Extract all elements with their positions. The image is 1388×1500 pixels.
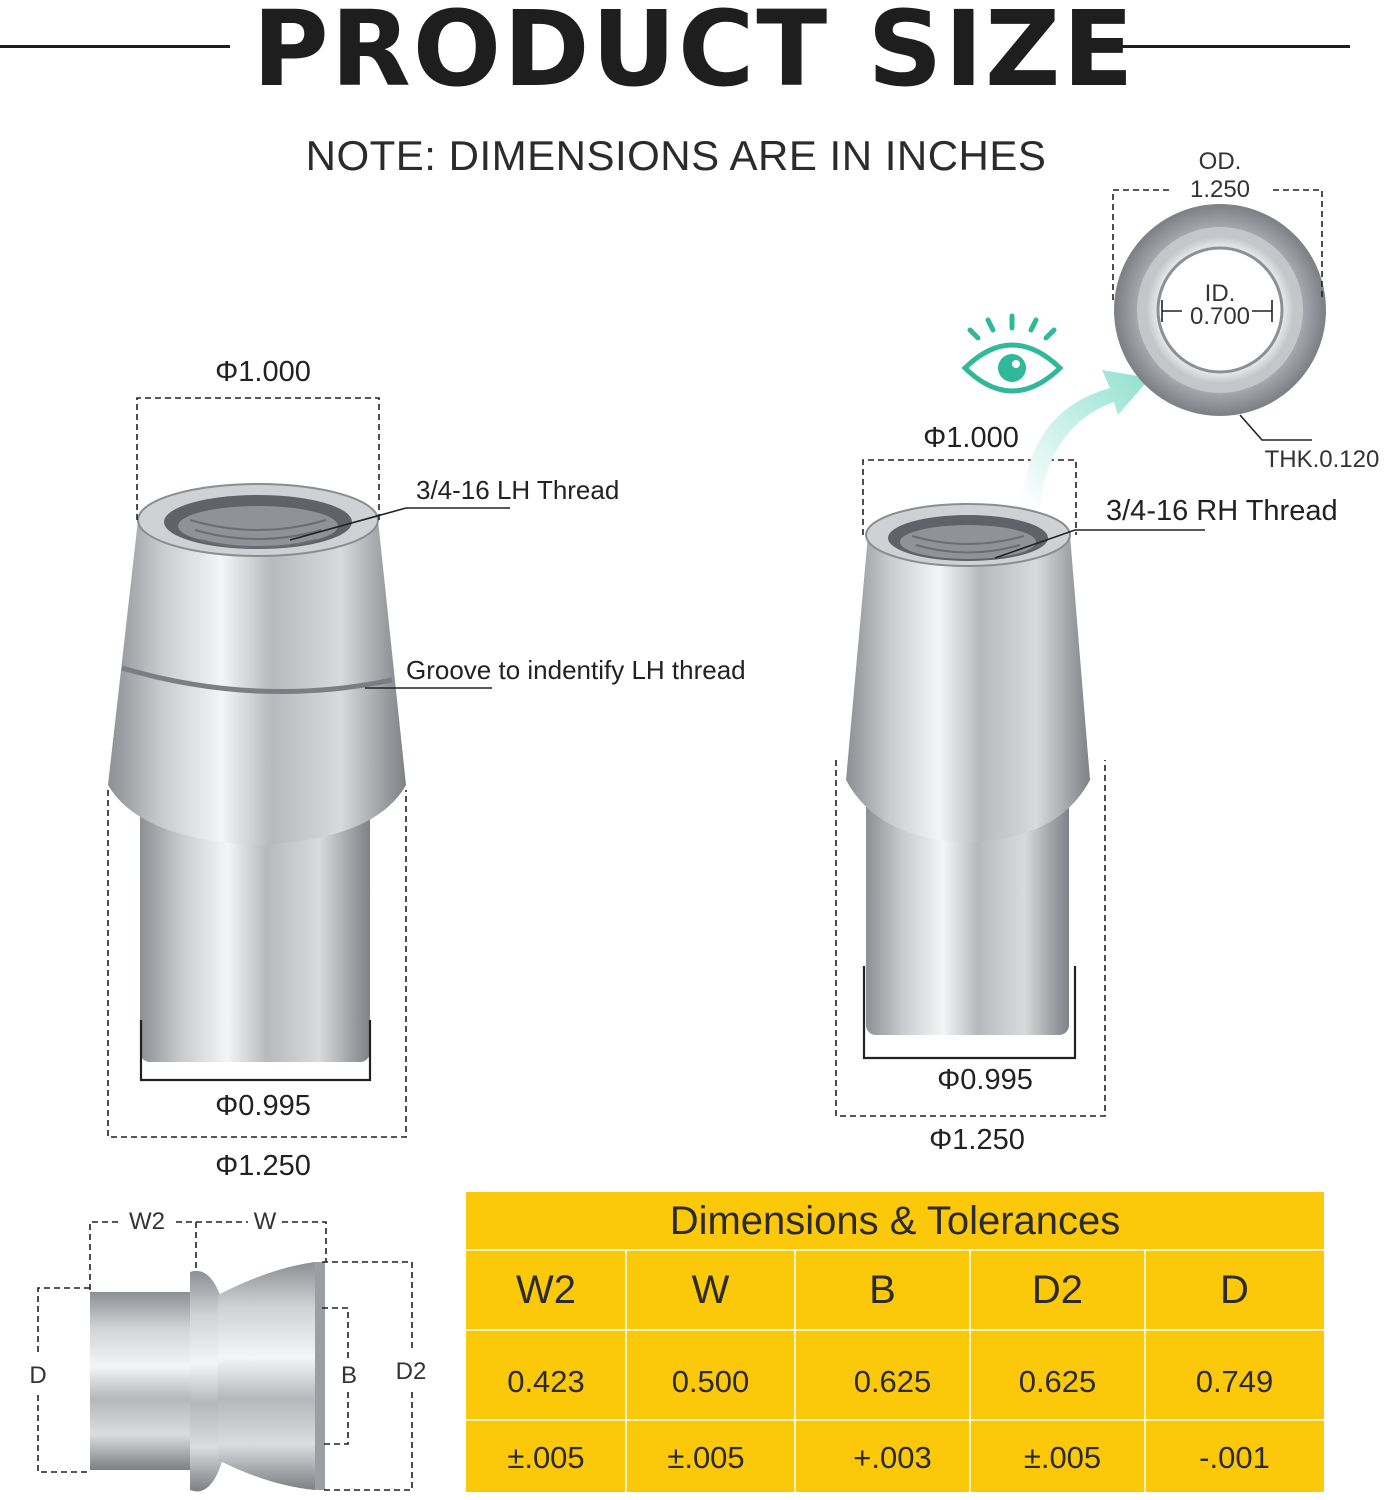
page-title: PRODUCT SIZE [252,0,1136,110]
od-value: 1.250 [1170,176,1270,204]
b-label: B [340,1362,357,1389]
value-d: 0.749 [1195,1364,1274,1399]
tolerance-d: -.001 [1199,1440,1270,1475]
col-w: W [691,1268,730,1312]
id-value: 0.700 [1189,303,1251,330]
value-w2: 0.423 [507,1364,585,1399]
value-w: 0.500 [671,1364,750,1399]
tolerance-b: +.003 [853,1440,932,1475]
od-label: OD. [1198,148,1242,175]
col-b: B [869,1268,896,1312]
rh-top-diameter: Φ1.000 [923,422,1019,454]
table-title: Dimensions & Tolerances [669,1199,1121,1243]
lh-bottom-diameter: Φ0.995 [215,1090,311,1122]
lh-groove-label: Groove to indentify LH thread [406,655,746,685]
tolerance-w2: ±.005 [507,1440,585,1475]
d2-label: D2 [395,1358,427,1385]
value-b: 0.625 [853,1364,932,1399]
d-label: D [29,1362,47,1389]
col-d2: D2 [1031,1268,1084,1312]
tolerance-d2: ±.005 [1023,1440,1102,1475]
w-label: W [248,1208,282,1236]
lh-top-diameter: Φ1.000 [215,356,311,388]
thickness-label: THK.0.120 [1264,446,1380,473]
tolerance-w: ±.005 [667,1440,745,1475]
col-d: D [1220,1268,1249,1312]
id-label: ID. [1204,280,1236,307]
value-d2: 0.625 [1018,1364,1097,1399]
lh-outer-diameter: Φ1.250 [215,1150,311,1182]
col-w2: W2 [516,1268,576,1312]
units-note: NOTE: DIMENSIONS ARE IN INCHES [305,132,1047,179]
rh-bottom-diameter: Φ0.995 [937,1064,1033,1096]
lh-thread-label: 3/4-16 LH Thread [416,475,620,505]
w2-label: W2 [118,1208,176,1236]
rh-outer-diameter: Φ1.250 [929,1124,1025,1156]
rh-thread-label: 3/4-16 RH Thread [1106,495,1338,527]
